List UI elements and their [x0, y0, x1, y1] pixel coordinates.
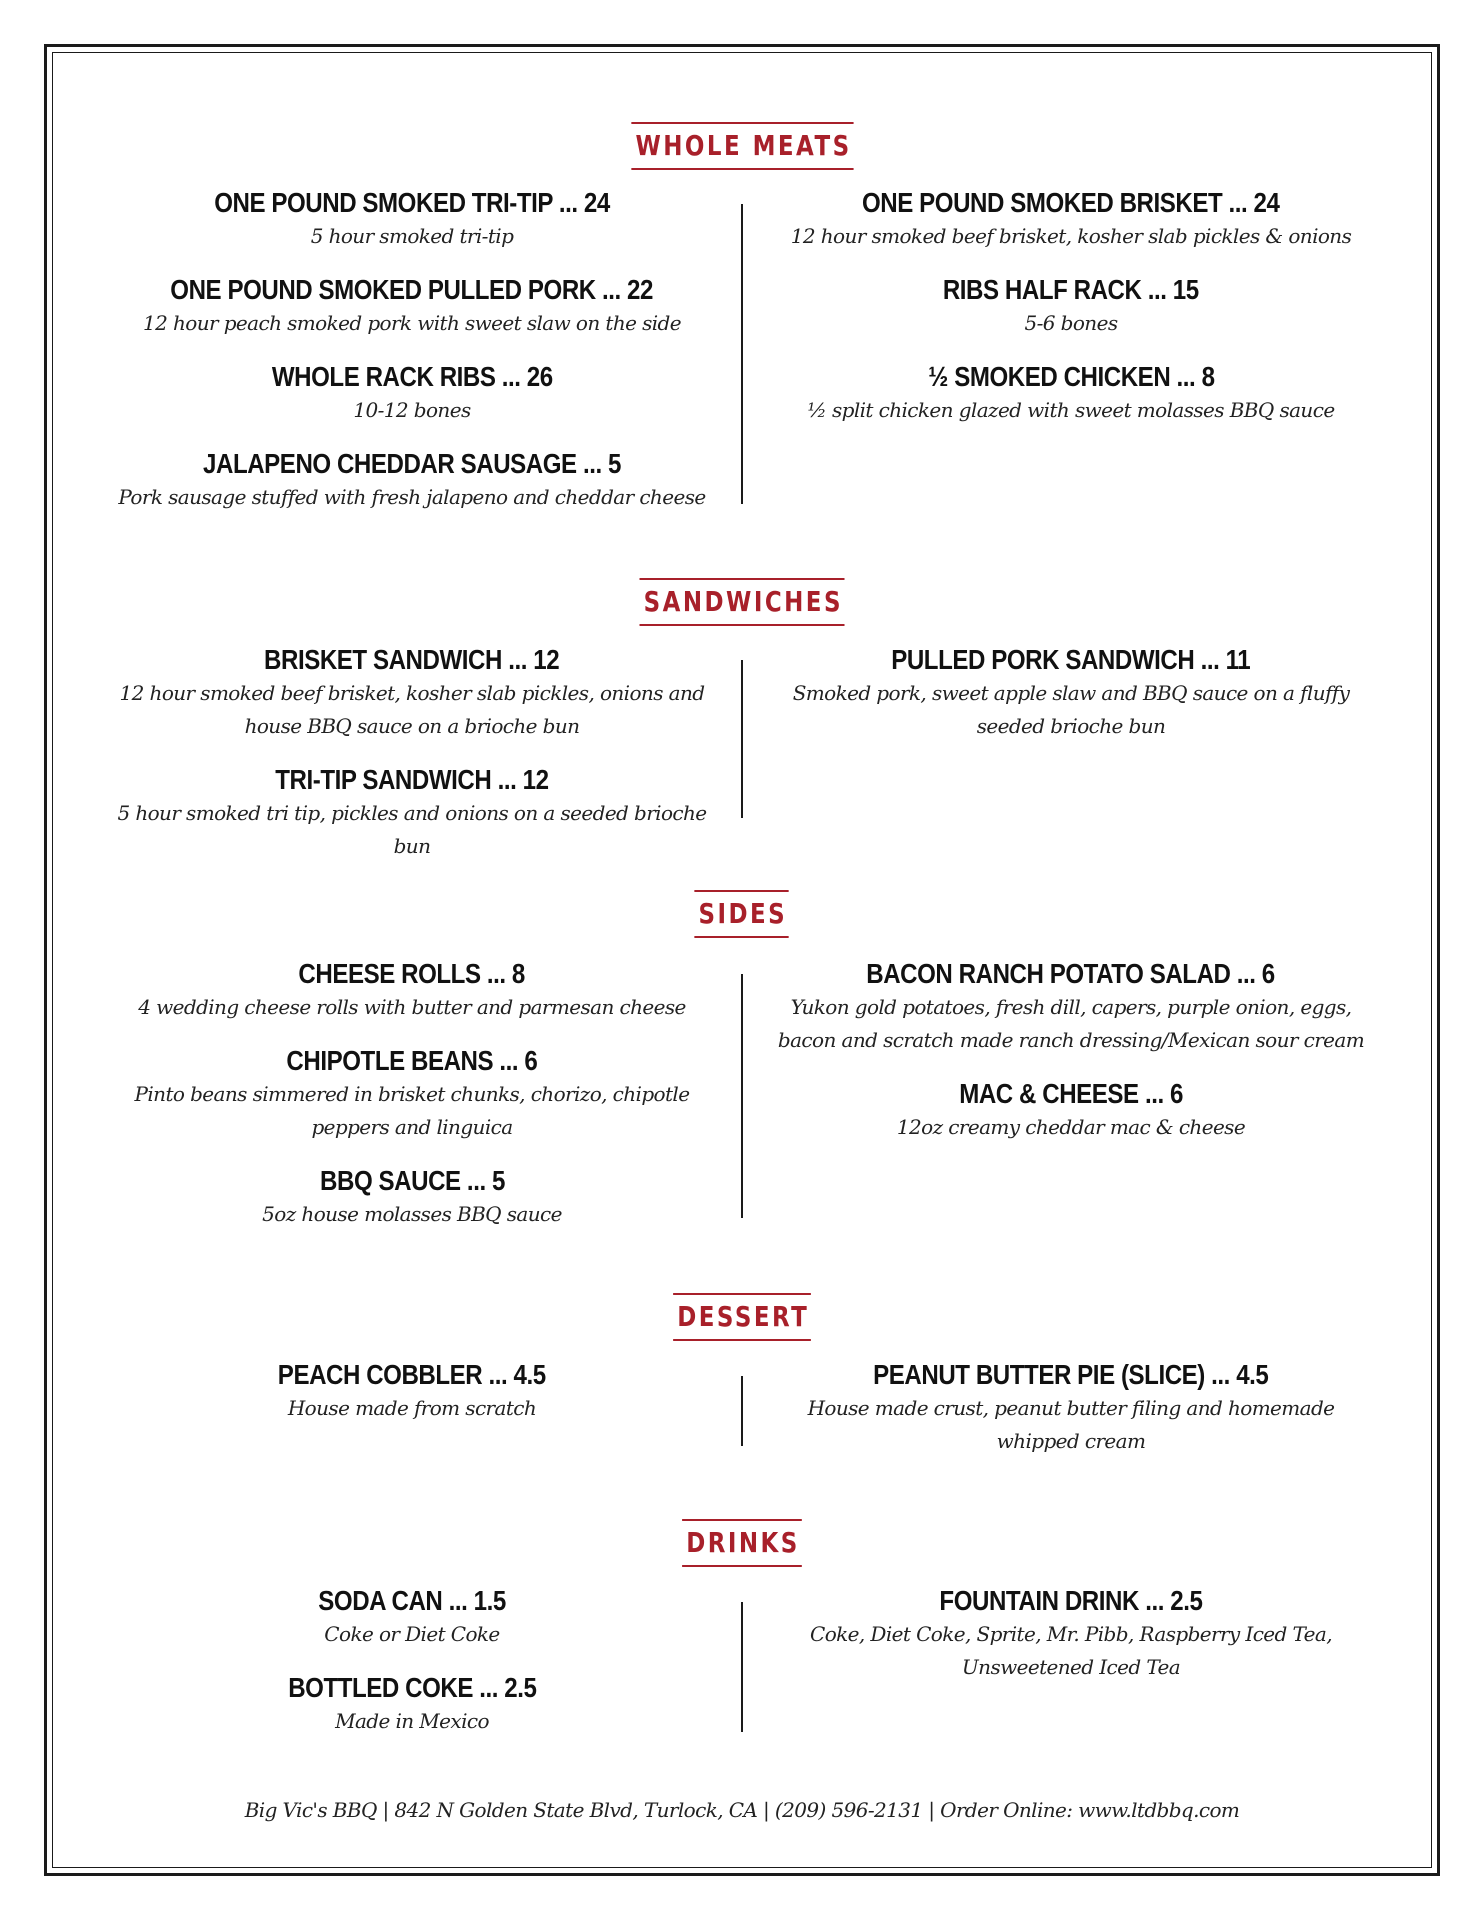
menu-item-title: WHOLE RACK RIBS ... 26	[271, 361, 553, 392]
menu-item-description: 4 wedding cheese rolls with butter and parmesan cheese	[138, 995, 686, 1019]
menu-item-description: Coke, Diet Coke, Sprite, Mr. Pibb, Raspberry Iced Tea, Unsweetened Iced Tea	[810, 1622, 1332, 1679]
menu-item-title: JALAPENO CHEDDAR SAUSAGE ... 5	[203, 448, 621, 479]
sandwiches-right-column	[771, 643, 1371, 763]
menu-item	[112, 957, 712, 1024]
menu-item-title: MAC & CHEESE ... 6	[959, 1078, 1183, 1109]
menu-item	[112, 1584, 712, 1651]
section-title-whole-meats	[0, 122, 1484, 170]
menu-item	[112, 643, 712, 743]
menu-item-title: FOUNTAIN DRINK ... 2.5	[939, 1585, 1203, 1616]
menu-item-title: BACON RANCH POTATO SALAD ... 6	[866, 958, 1276, 989]
menu-item-description: 10-12 bones	[353, 398, 471, 422]
menu-item-title: BRISKET SANDWICH ... 12	[264, 644, 560, 675]
menu-item	[112, 763, 712, 863]
dessert-left-column	[112, 1358, 712, 1445]
menu-item-description: 5 hour smoked tri tip, pickles and onions on a seeded brioche bun	[117, 801, 707, 858]
menu-item-description: ½ split chicken glazed with sweet molasses BBQ sauce	[807, 398, 1335, 422]
sandwiches-left-column	[112, 643, 712, 883]
menu-item-description: 12 hour peach smoked pork with sweet slaw on the side	[143, 311, 681, 335]
section-heading: DRINKS	[682, 1519, 801, 1567]
menu-item	[112, 1044, 712, 1144]
column-divider	[741, 660, 743, 818]
menu-item	[112, 1164, 712, 1231]
menu-item-description: 12 hour smoked beef brisket, kosher slab pickles, onions and house BBQ sauce on a brioche bun	[119, 681, 705, 738]
section-title-dessert	[0, 1293, 1484, 1341]
menu-item-title: PEACH COBBLER ... 4.5	[278, 1359, 546, 1390]
menu-item-description: 5 hour smoked tri-tip	[310, 224, 514, 248]
drinks-left-column	[112, 1584, 712, 1758]
menu-item-title: PEANUT BUTTER PIE (SLICE) ... 4.5	[873, 1359, 1269, 1390]
menu-item	[771, 1077, 1371, 1144]
menu-item-description: Yukon gold potatoes, fresh dill, capers, purple onion, eggs, bacon and scratch made ranch dressing/Mexican sour cream	[777, 995, 1365, 1052]
column-divider	[741, 974, 743, 1218]
menu-item-description: Pinto beans simmered in brisket chunks, chorizo, chipotle peppers and linguica	[134, 1082, 690, 1139]
menu-item-description: House made from scratch	[287, 1396, 537, 1420]
menu-item-title: CHEESE ROLLS ... 8	[298, 958, 526, 989]
menu-item-description: Made in Mexico	[335, 1709, 489, 1733]
menu-item	[771, 643, 1371, 743]
section-heading: WHOLE MEATS	[631, 122, 853, 170]
column-divider	[741, 1602, 743, 1732]
menu-item	[112, 1671, 712, 1738]
section-title-sandwiches	[0, 578, 1484, 626]
menu-item-title: PULLED PORK SANDWICH ... 11	[891, 644, 1251, 675]
section-heading: DESSERT	[673, 1293, 811, 1341]
menu-item	[771, 1358, 1371, 1458]
menu-item	[112, 360, 712, 427]
menu-item-description: Smoked pork, sweet apple slaw and BBQ sauce on a fluffy seeded brioche bun	[792, 681, 1350, 738]
whole-meats-right-column	[771, 186, 1371, 447]
section-heading: SANDWICHES	[639, 578, 844, 626]
menu-item-title: ONE POUND SMOKED TRI-TIP ... 24	[214, 187, 610, 218]
menu-item-title: RIBS HALF RACK ... 15	[943, 274, 1199, 305]
menu-item	[771, 360, 1371, 427]
menu-item-title: ONE POUND SMOKED BRISKET ... 24	[862, 187, 1280, 218]
menu-item-description: House made crust, peanut butter filing and homemade whipped cream	[807, 1396, 1335, 1453]
menu-item	[112, 186, 712, 253]
whole-meats-left-column	[112, 186, 712, 534]
drinks-right-column	[771, 1584, 1371, 1704]
section-heading: SIDES	[695, 890, 789, 938]
menu-item	[112, 447, 712, 514]
menu-item-title: BOTTLED COKE ... 2.5	[287, 1672, 537, 1703]
menu-item	[112, 1358, 712, 1425]
menu-item	[771, 186, 1371, 253]
section-title-drinks	[0, 1519, 1484, 1567]
menu-item-title: BBQ SAUCE ... 5	[319, 1165, 505, 1196]
menu-item	[112, 273, 712, 340]
menu-item-title: CHIPOTLE BEANS ... 6	[286, 1045, 538, 1076]
menu-item-description: 12 hour smoked beef brisket, kosher slab pickles & onions	[790, 224, 1352, 248]
menu-item-title: TRI-TIP SANDWICH ... 12	[275, 764, 549, 795]
dessert-right-column	[771, 1358, 1371, 1478]
menu-item-description: 5oz house molasses BBQ sauce	[262, 1202, 562, 1226]
sides-left-column	[112, 957, 712, 1251]
menu-item-title: ½ SMOKED CHICKEN ... 8	[927, 361, 1215, 392]
menu-item	[771, 1584, 1371, 1684]
menu-item-description: Pork sausage stuffed with fresh jalapeno and cheddar cheese	[118, 485, 706, 509]
column-divider	[741, 204, 743, 504]
menu-item	[771, 273, 1371, 340]
sides-right-column	[771, 957, 1371, 1164]
section-title-sides	[0, 890, 1484, 938]
column-divider	[741, 1376, 743, 1446]
menu-item	[771, 957, 1371, 1057]
menu-item-description: 12oz creamy cheddar mac & cheese	[896, 1115, 1246, 1139]
menu-item-description: 5-6 bones	[1024, 311, 1118, 335]
menu-item-title: ONE POUND SMOKED PULLED PORK ... 22	[170, 274, 654, 305]
menu-item-title: SODA CAN ... 1.5	[318, 1585, 506, 1616]
footer-contact-info: Big Vic's BBQ | 842 N Golden State Blvd, Turlock, CA | (209) 596-2131 | Order Online: www.ltdbbq.com	[244, 1798, 1240, 1822]
menu-item-description: Coke or Diet Coke	[324, 1622, 500, 1646]
